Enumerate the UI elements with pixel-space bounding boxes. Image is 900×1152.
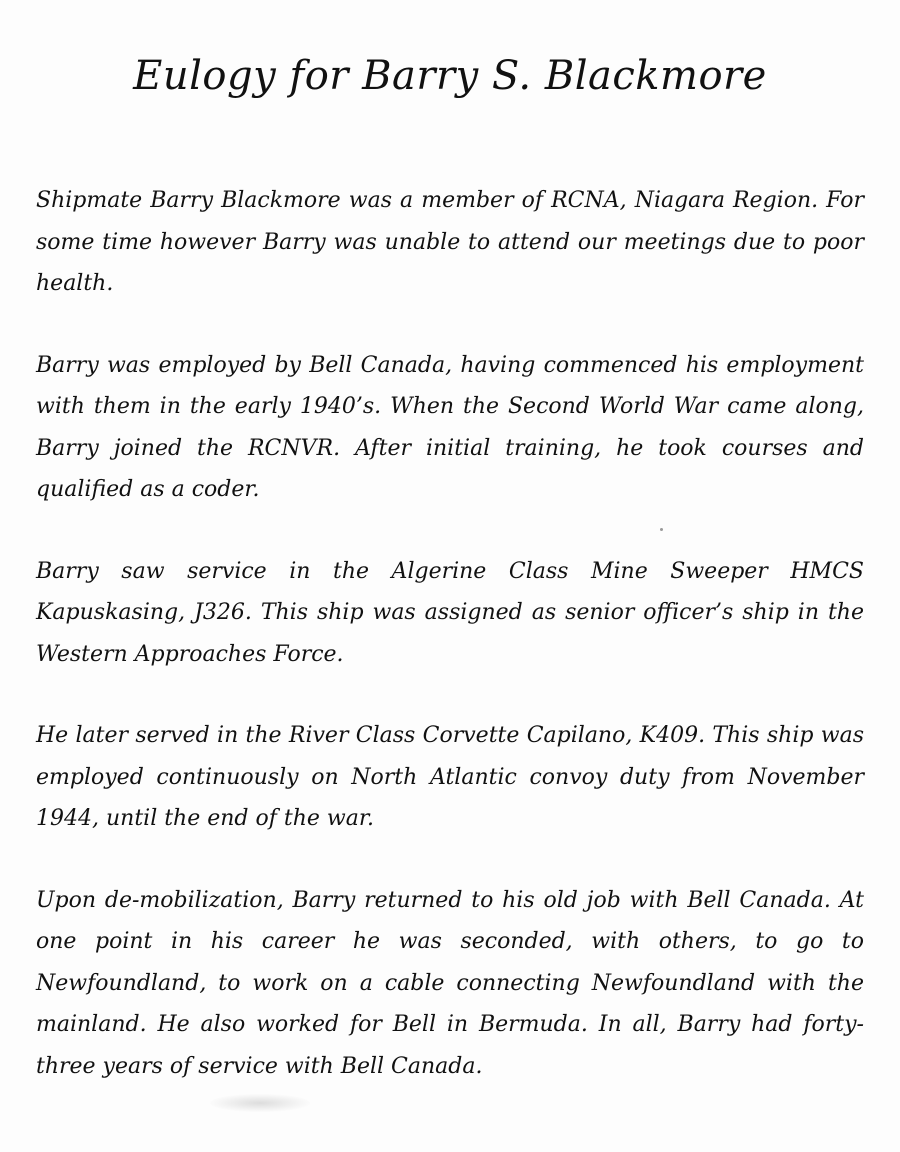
document-title: Eulogy for Barry S. Blackmore	[133, 53, 767, 99]
scan-smudge	[210, 1094, 310, 1112]
paragraph-membership: Shipmate Barry Blackmore was a member of RCNA, Niagara Region. For some time however Barry was unable to attend our meetings due to poor health.	[36, 188, 864, 296]
paragraph-service-kapuskasing: Barry saw service in the Algerine Class Mine Sweeper HMCS Kapuskasing, J326. This ship was assigned as senior officer’s ship in the Western Approaches Force.	[36, 558, 864, 667]
paragraph-service-capilano: He later served in the River Class Corvette Capilano, K409. This ship was employed continuously on North Atlantic convoy duty from November 1944, until the end of the war.	[36, 723, 864, 831]
document-body	[36, 180, 864, 1087]
scan-speck	[660, 528, 663, 531]
paragraph-employment: Barry was employed by Bell Canada, having commenced his employment with them in the early 1940’s. When the Second World War came along, Barry joined the RCNVR. After initial training, he took courses and qualified as a coder.	[36, 352, 864, 502]
paragraph-post-war-career: Upon de-mobilization, Barry returned to his old job with Bell Canada. At one point in his career he was seconded, with others, to go to Newfoundland, to work on a cable connecting Newfoundland with the mainland. He also worked for Bell in Bermuda. In all, Barry had forty-three years of service with Bell Canada.	[36, 887, 864, 1079]
